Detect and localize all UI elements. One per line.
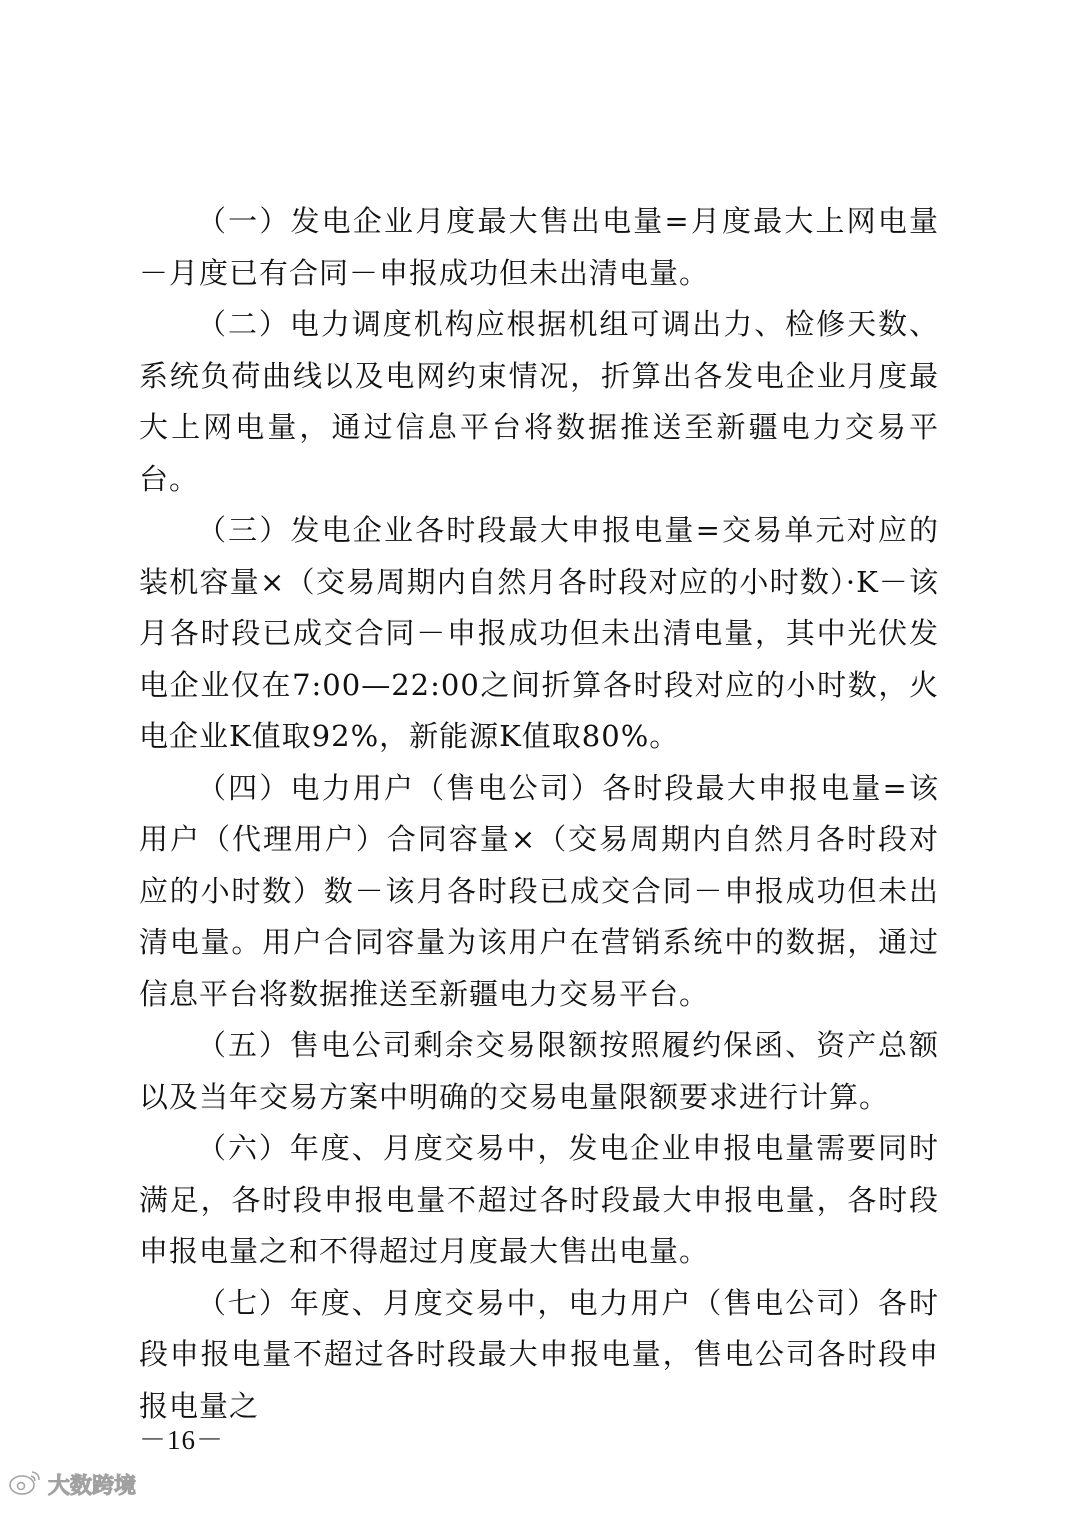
paragraph-4: （四）电力用户（售电公司）各时段最大申报电量=该用户（代理用户）合同容量×（交易周期内自然月各时段对应的小时数）数－该月各时段已成交合同－申报成功但未出清电量。用户合同容量为该用户在营销系统中的数据，通过信息平台将数据推送至新疆电力交易平台。	[139, 770, 939, 1011]
paragraph-7: （七）年度、月度交易中，电力用户（售电公司）各时段申报电量不超过各时段最大申报电量，售电公司各时段申报电量之	[139, 1285, 939, 1423]
paragraph-5: （五）售电公司剩余交易限额按照履约保函、资产总额以及当年交易方案中明确的交易电量限额要求进行计算。	[139, 1028, 939, 1114]
weibo-logo-icon	[8, 1468, 42, 1500]
watermark	[8, 1468, 136, 1500]
document-body	[139, 196, 939, 1432]
paragraph-6: （六）年度、月度交易中，发电企业申报电量需要同时满足，各时段申报电量不超过各时段最大申报电量，各时段申报电量之和不得超过月度最大售出电量。	[139, 1131, 939, 1268]
paragraph-3: （三）发电企业各时段最大申报电量=交易单元对应的装机容量×（交易周期内自然月各时段对应的小时数）·K－该月各时段已成交合同－申报成功但未出清电量，其中光伏发电企业仅在7:00—22:00之间折算各时段对应的小时数，火电企业K值取92%，新能源K值取80%。	[139, 513, 939, 753]
paragraph-2: （二）电力调度机构应根据机组可调出力、检修天数、系统负荷曲线以及电网约束情况，折算出各发电企业月度最大上网电量，通过信息平台将数据推送至新疆电力交易平台。	[139, 307, 939, 496]
paragraph-1: （一）发电企业月度最大售出电量=月度最大上网电量－月度已有合同－申报成功但未出清电量。	[139, 204, 939, 290]
watermark-text: 大数跨境	[48, 1473, 137, 1499]
page-number: －16－	[139, 1425, 224, 1455]
